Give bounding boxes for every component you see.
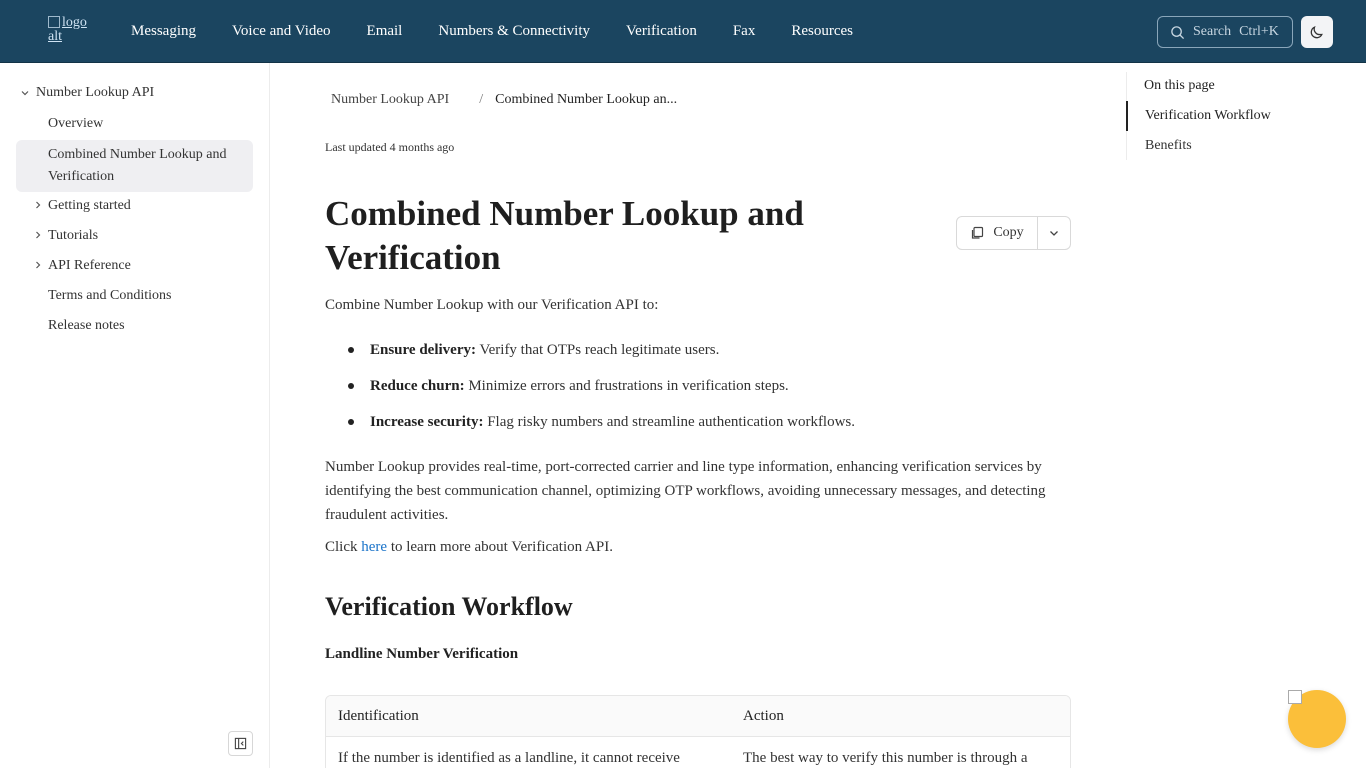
search-placeholder: Search — [1193, 24, 1232, 39]
list-item — [348, 410, 1068, 434]
sidebar-item-label: Getting started — [48, 198, 131, 213]
click-prefix: Click — [325, 539, 362, 555]
sidebar-item-label: Tutorials — [48, 228, 99, 243]
click-suffix: to learn more about Verification API. — [387, 539, 613, 555]
sidebar — [0, 63, 270, 768]
list-item — [348, 338, 1068, 362]
verification-api-link[interactable]: here — [361, 539, 388, 555]
toc-title: On this page — [1144, 78, 1215, 93]
list-item — [348, 374, 1068, 398]
copy-button-group — [956, 216, 1071, 250]
intro-paragraph: Combine Number Lookup with our Verification API to: — [325, 297, 659, 313]
nav-messaging[interactable]: Messaging — [131, 23, 196, 39]
chat-launcher-button[interactable] — [1288, 690, 1346, 748]
sidebar-item-overview[interactable] — [16, 113, 253, 135]
description-paragraph: Number Lookup provides real-time, port-corrected carrier and line type information, enhancing verification services by identifying the best communication channel, optimizing OTP workflows, avoiding unnecessary messages, and detecting fraudulent activities. — [325, 459, 1046, 523]
breadcrumb-separator: / — [479, 92, 484, 107]
collapse-sidebar-button[interactable] — [228, 731, 253, 756]
copy-icon — [970, 226, 984, 240]
breadcrumb-current: Combined Number Lookup an... — [495, 92, 678, 107]
chevron-down-icon — [1048, 227, 1060, 239]
logo-link[interactable] — [48, 16, 94, 46]
on-this-page — [1126, 72, 1326, 160]
search-shortcut: Ctrl+K — [1239, 24, 1279, 39]
nav-resources[interactable]: Resources — [791, 23, 853, 39]
learn-more-paragraph — [325, 535, 1073, 559]
sidebar-item-label: Combined Number Lookup and Verification — [48, 147, 227, 184]
sidebar-item-getting-started[interactable] — [16, 195, 253, 217]
logo-alt-text: logo alt — [48, 15, 87, 44]
broken-image-icon — [48, 16, 60, 28]
subheading-landline-verification: Landline Number Verification — [325, 646, 519, 662]
sidebar-item-label: API Reference — [48, 258, 131, 273]
sidebar-item-tutorials[interactable] — [16, 225, 253, 247]
toc-item-verification-workflow[interactable]: Verification Workflow — [1145, 108, 1271, 123]
last-updated: Last updated 4 months ago — [325, 140, 455, 154]
sidebar-item-combined-number-lookup[interactable] — [16, 140, 253, 192]
toc-active-indicator — [1126, 101, 1128, 131]
chevron-right-icon — [33, 200, 43, 210]
bullet-text: Flag risky numbers and streamline authentication workflows. — [483, 414, 856, 430]
table-header-row — [326, 696, 1070, 737]
nav-numbers-connectivity[interactable]: Numbers & Connectivity — [438, 23, 591, 39]
benefits-list — [348, 338, 1068, 446]
sidebar-root-label: Number Lookup API — [36, 85, 155, 100]
search-icon — [1170, 25, 1185, 40]
page-title: Combined Number Lookup and Verification — [325, 194, 804, 277]
column-header-identification: Identification — [326, 696, 731, 737]
copy-page-button[interactable] — [957, 217, 1038, 249]
workflow-table — [325, 695, 1071, 768]
chevron-down-icon — [20, 88, 30, 98]
sidebar-item-api-reference[interactable] — [16, 255, 253, 277]
sidebar-item-label: Overview — [48, 116, 104, 131]
bullet-text: Minimize errors and frustrations in verification steps. — [464, 378, 789, 394]
section-heading-verification-workflow: Verification Workflow — [325, 592, 573, 621]
sidebar-item-terms-and-conditions[interactable] — [16, 285, 253, 307]
sidebar-root-number-lookup-api[interactable] — [20, 85, 154, 101]
sidebar-item-label: Release notes — [48, 318, 125, 333]
bullet-text: Verify that OTPs reach legitimate users. — [475, 342, 720, 358]
copy-label: Copy — [993, 225, 1024, 240]
bullet-term: Increase security: — [370, 414, 484, 430]
breadcrumb — [331, 92, 677, 108]
nav-fax[interactable]: Fax — [732, 23, 756, 39]
nav-voice-and-video[interactable]: Voice and Video — [232, 23, 331, 39]
chevron-right-icon — [33, 230, 43, 240]
breadcrumb-parent-link[interactable]: Number Lookup API — [331, 92, 450, 107]
chevron-right-icon — [33, 260, 43, 270]
theme-toggle-button[interactable] — [1301, 16, 1333, 48]
search-button[interactable] — [1157, 16, 1293, 48]
table-cell: The best way to verify this number is through a — [743, 750, 1028, 766]
top-navigation-bar — [0, 0, 1366, 63]
table-cell: If the number is identified as a landline, it cannot receive — [338, 750, 680, 766]
main-nav — [113, 0, 871, 63]
bullet-term: Reduce churn: — [370, 378, 465, 394]
column-header-action: Action — [731, 696, 1070, 737]
moon-icon — [1309, 24, 1325, 40]
sidebar-item-release-notes[interactable] — [16, 315, 253, 337]
table-row — [326, 737, 1070, 768]
bullet-term: Ensure delivery: — [370, 342, 476, 358]
copy-options-dropdown[interactable] — [1038, 217, 1070, 249]
toc-item-benefits[interactable]: Benefits — [1145, 138, 1192, 153]
collapse-sidebar-icon — [234, 737, 247, 750]
broken-image-icon — [1288, 690, 1302, 704]
nav-verification[interactable]: Verification — [626, 23, 697, 39]
sidebar-item-label: Terms and Conditions — [48, 288, 172, 303]
nav-email[interactable]: Email — [366, 23, 403, 39]
